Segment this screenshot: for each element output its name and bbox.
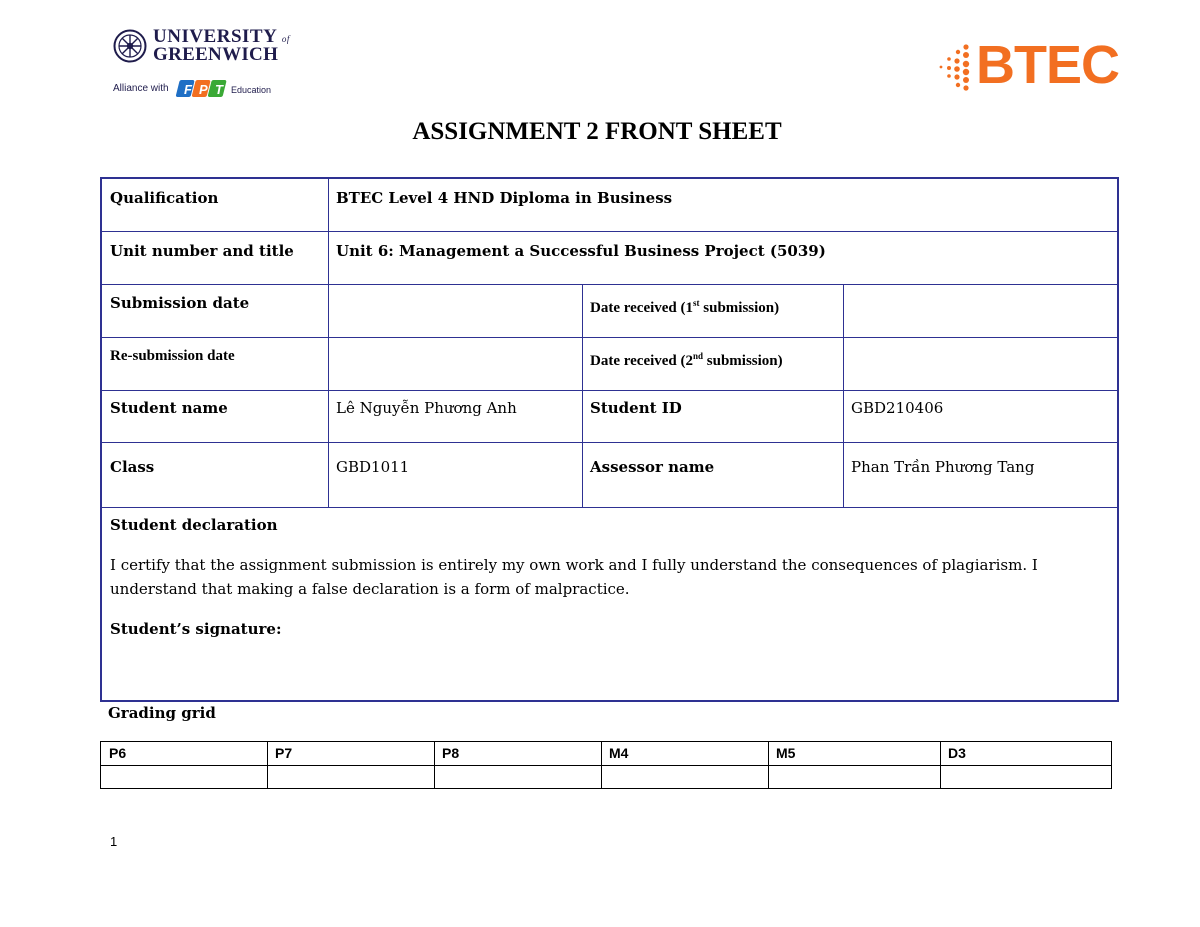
- class-value: GBD1011: [336, 458, 410, 476]
- front-sheet-table: [100, 177, 1119, 702]
- page-title: ASSIGNMENT 2 FRONT SHEET: [412, 118, 782, 145]
- row-divider: [102, 507, 1117, 508]
- qualification-label: Qualification: [110, 189, 219, 207]
- fpt-logo-icon: [175, 79, 229, 99]
- declaration-heading: Student declaration: [110, 516, 278, 534]
- grading-grid-table: [100, 741, 1112, 789]
- submission-date-label: Submission date: [110, 294, 250, 312]
- page-number: 1: [110, 834, 118, 849]
- row-divider: [102, 231, 1117, 232]
- declaration-text: I certify that the assignment submission is entirely my own work and I fully understand the consequences of plagiarism. I understand that making a false declaration is a form of malpractice.: [110, 556, 1038, 598]
- signature-label: Student’s signature:: [110, 620, 282, 638]
- svg-text:P: P: [199, 82, 208, 97]
- unit-label: Unit number and title: [110, 242, 294, 260]
- qualification-value: BTEC Level 4 HND Diploma in Business: [336, 189, 673, 207]
- btec-logo: [936, 35, 1120, 96]
- student-name-label: Student name: [110, 399, 228, 417]
- university-of-greenwich-logo: [113, 26, 290, 105]
- student-id-label: Student ID: [590, 399, 682, 417]
- assessor-value: Phan Trần Phương Tang: [851, 458, 1035, 476]
- row-divider: [102, 442, 1117, 443]
- btec-wordmark: BTEC: [976, 35, 1119, 95]
- student-name-value: Lê Nguyễn Phương Anh: [336, 399, 517, 417]
- student-id-value: GBD210406: [851, 399, 944, 417]
- grade-header-m4: M4: [609, 745, 629, 761]
- grade-header-d3: D3: [948, 745, 966, 761]
- svg-text:F: F: [184, 82, 192, 97]
- unit-value: Unit 6: Management a Successful Business Project (5039): [336, 242, 826, 260]
- btec-dots-icon: [936, 42, 976, 92]
- resubmission-date-label: Re-submission date: [110, 348, 235, 364]
- alliance-education-text: Education: [231, 85, 272, 95]
- alliance-text: Alliance with: [113, 83, 169, 94]
- date-received-2-label: Date received (2nd submission): [590, 351, 783, 369]
- row-divider: [102, 337, 1117, 338]
- grade-header-p6: P6: [109, 745, 127, 761]
- university-name-line1: UNIVERSITY of: [153, 26, 290, 47]
- svg-text:T: T: [215, 82, 223, 97]
- date-received-1-label: Date received (1st submission): [590, 298, 780, 316]
- assessor-label: Assessor name: [590, 458, 715, 476]
- grade-header-p8: P8: [442, 745, 460, 761]
- university-crest-icon: [113, 29, 147, 63]
- class-label: Class: [110, 458, 155, 476]
- row-divider: [102, 284, 1117, 285]
- grid-row-divider: [101, 765, 1111, 766]
- grade-header-p7: P7: [275, 745, 293, 761]
- grade-header-m5: M5: [776, 745, 796, 761]
- grading-grid-label: Grading grid: [108, 704, 216, 722]
- row-divider: [102, 390, 1117, 391]
- university-name-line2: GREENWICH: [153, 44, 279, 65]
